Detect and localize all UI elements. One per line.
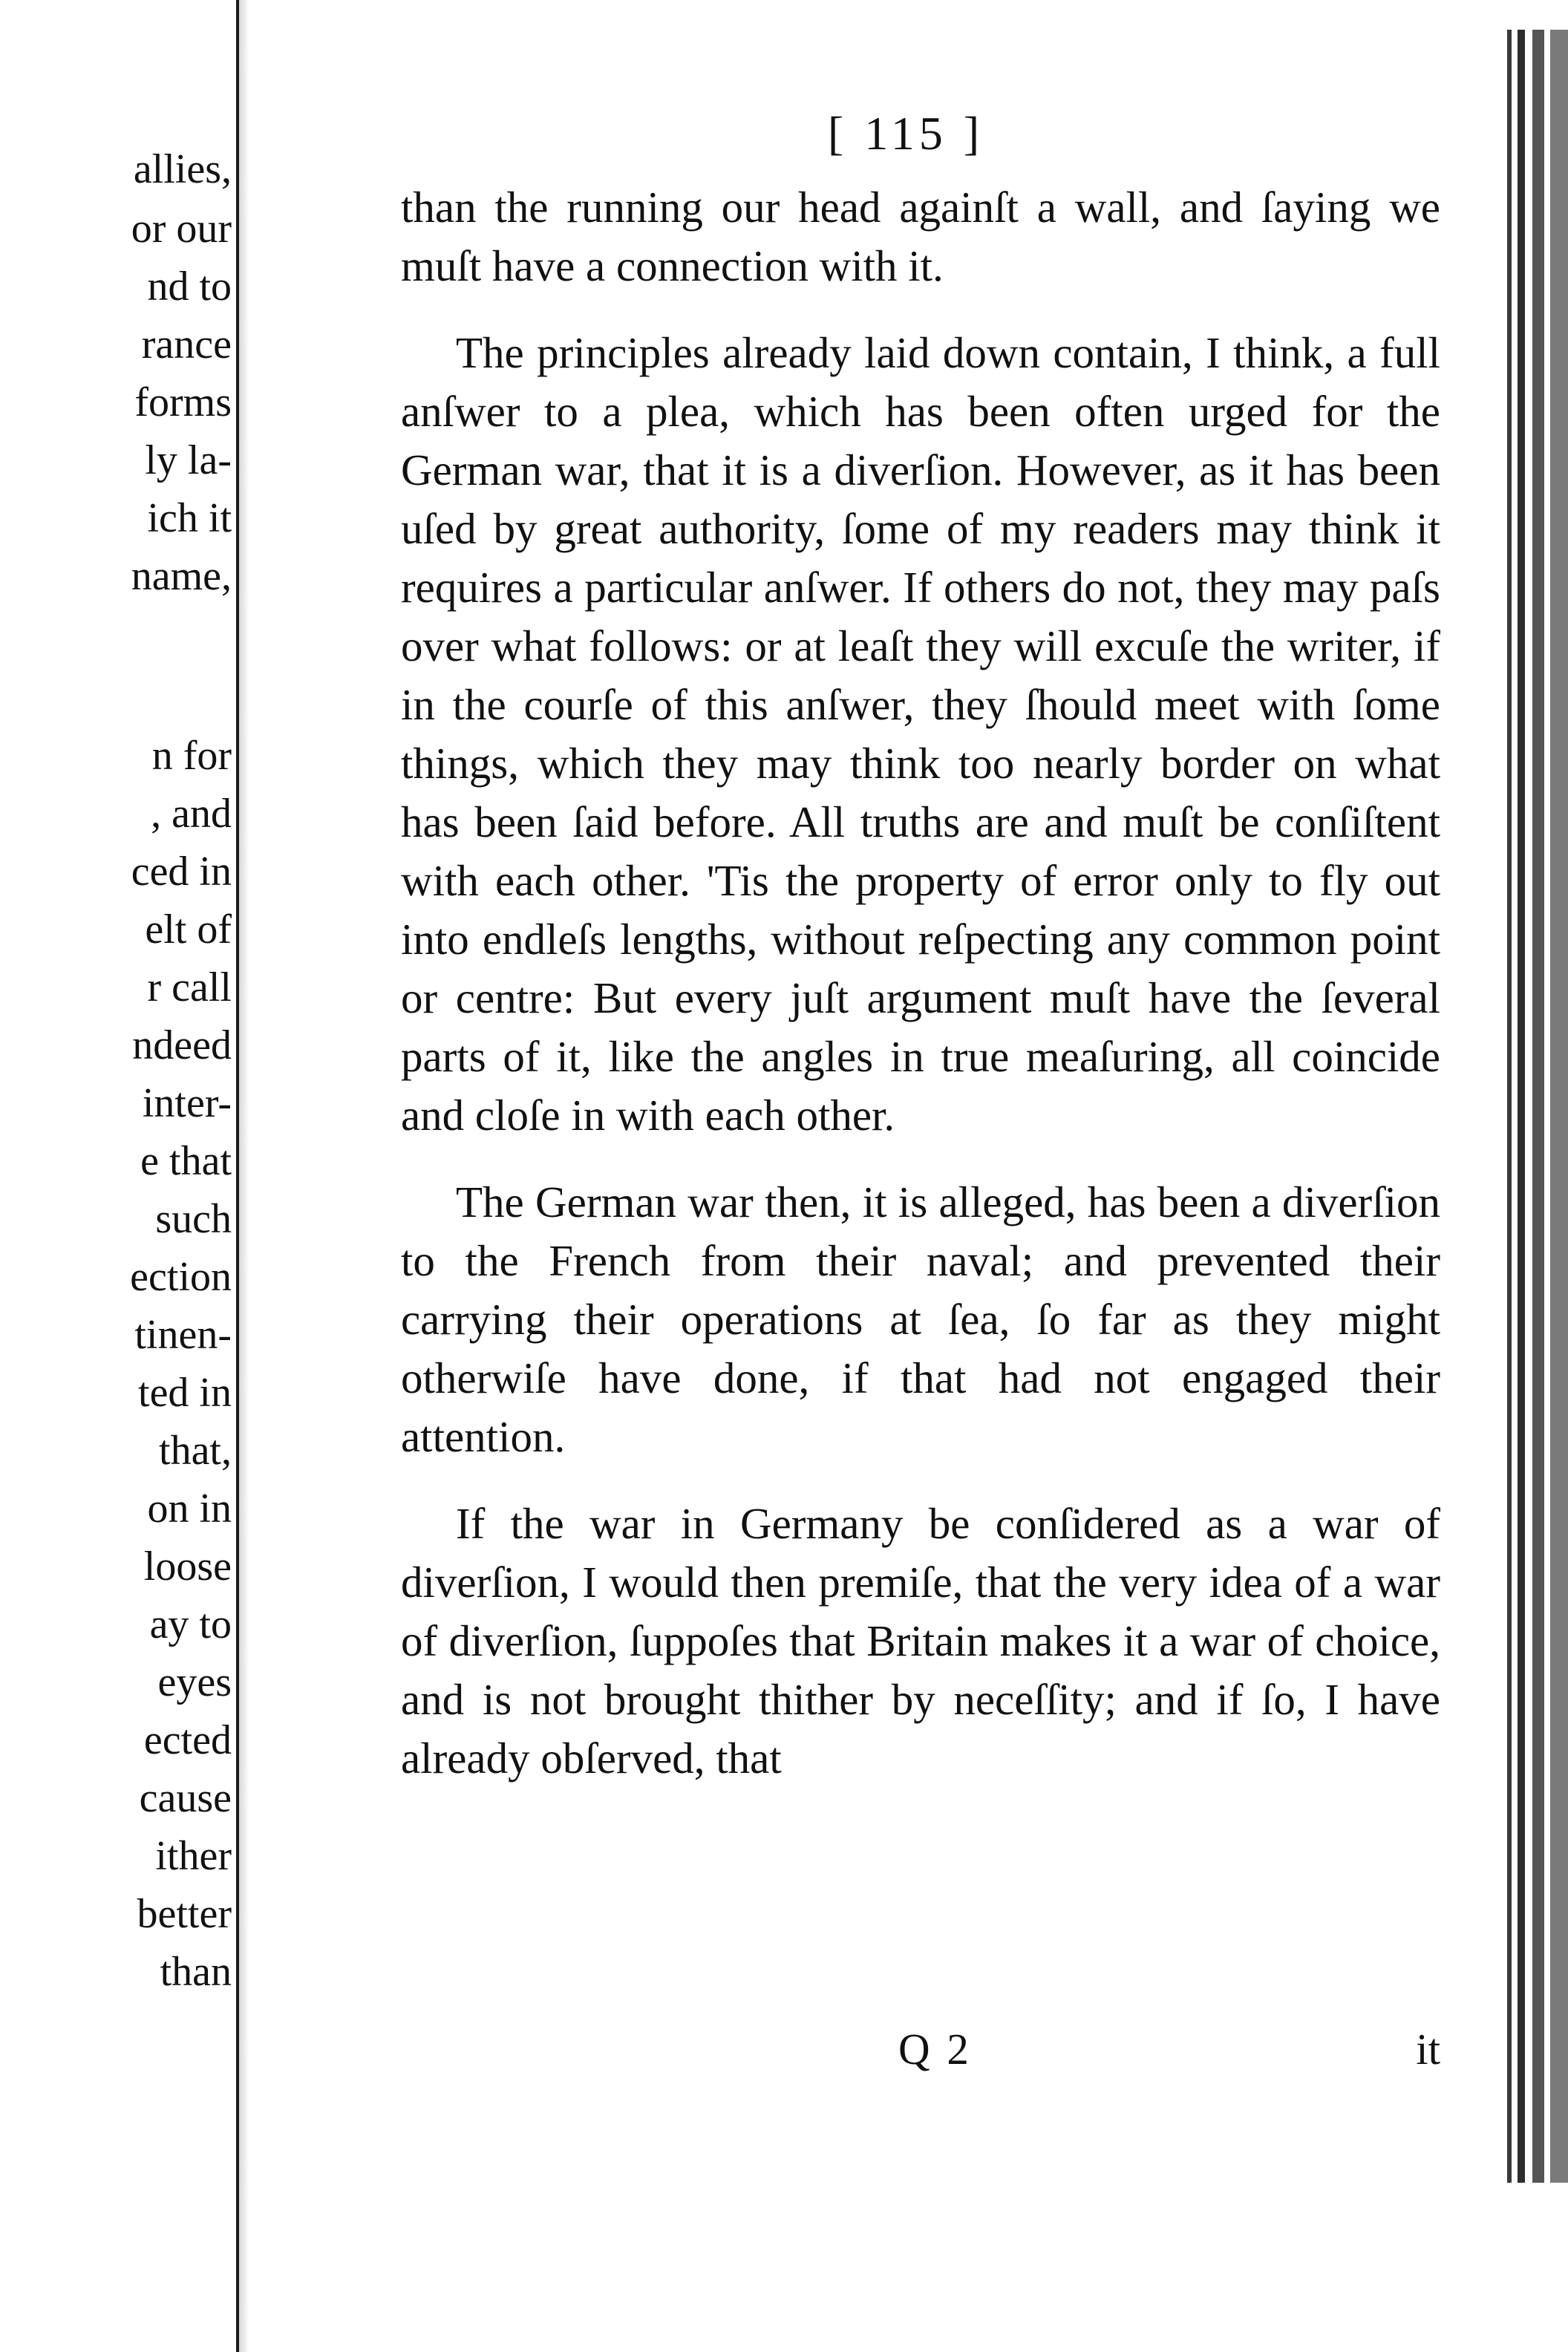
facing-page-line: that, (159, 1428, 232, 1474)
signature-mark: Q 2 (898, 2025, 972, 2074)
page-edge-strip (1518, 30, 1525, 2183)
paragraph: The principles already laid down contain, I think, a full anſwer to a plea, which has been often urged for the German war, that it is a diverſion. However, as it has been uſed by great authority, ſome of my readers may think it requires a particular anſwer. If others do not, they may paſs over what follows: or at leaſt they will excuſe the writer, if in the courſe of this anſwer, they ſhould meet with ſome things, which they may think too nearly border on what has been ſaid before. All truths are and muſt be conſiſtent with each other. 'Tis the property of error only to fly out into endleſs lengths, without reſpecting any common point or centre: But every juſt argument muſt have the ſeveral parts of it, like the angles in true meaſuring, all coincide and cloſe in with each other. (401, 328, 1440, 1140)
paragraph: than the running our head againſt a wall, and ſaying we muſt have a connection with it. (401, 183, 1440, 290)
page-footer (401, 2019, 1440, 2079)
facing-page-line: or our (131, 206, 232, 252)
facing-page-line: ay to (149, 1601, 232, 1647)
facing-page-line: ither (155, 1833, 232, 1879)
facing-page-line: ection (130, 1254, 232, 1300)
facing-page-line: eyes (157, 1659, 232, 1705)
facing-page-line: ndeed (132, 1022, 232, 1068)
paragraph: The German war then, it is alleged, has been a diverſion to the French from their naval; and prevented their carrying their operations at ſea, ſo far as they might otherwiſe have done, if that had not engaged their attention. (401, 1177, 1440, 1461)
facing-page-line: nd to (147, 264, 232, 310)
facing-page-line: ected (143, 1717, 232, 1763)
facing-page-line: ced in (131, 849, 232, 895)
facing-page-line: tinen- (134, 1312, 232, 1358)
page-body (401, 178, 1440, 1788)
facing-page-line: elt of (145, 906, 232, 953)
facing-page-line: n for (151, 733, 232, 779)
page-edge-strip (1507, 30, 1512, 2183)
page-fold-shadow (239, 0, 249, 2352)
facing-page-line: loose (143, 1544, 232, 1590)
facing-page-fragments (0, 148, 232, 2079)
facing-page-line: inter- (142, 1080, 232, 1126)
facing-page-line: , and (151, 791, 232, 837)
facing-page-line: name, (131, 553, 232, 599)
facing-page-line: better (137, 1891, 232, 1937)
facing-page-line: allies, (133, 146, 232, 192)
facing-page-line: e that (140, 1138, 232, 1184)
page-number-header: [ 115 ] (827, 107, 984, 160)
facing-page-line: r call (147, 964, 232, 1010)
page-fold (236, 0, 239, 2352)
facing-page-line: ich it (147, 495, 232, 541)
book-edge-pages (1507, 30, 1568, 2183)
facing-page-line: rance (141, 321, 232, 368)
facing-page-line: cause (139, 1775, 232, 1821)
facing-page-line: than (160, 1949, 232, 1995)
page-edge-strip (1550, 30, 1568, 2183)
page-edge-strip (1532, 30, 1544, 2183)
facing-page-line: ly la- (145, 437, 232, 483)
facing-page-line: forms (134, 379, 232, 425)
facing-page-line: such (155, 1196, 232, 1242)
catchword: it (1416, 2025, 1440, 2074)
paragraph: If the war in Germany be conſidered as a war of diverſion, I would then premiſe, that the very idea of a war of diverſion, ſuppoſes that Britain makes it a war of choice, and is not brought thither by neceſſity; and if ſo, I have already obſerved, that (401, 1499, 1440, 1783)
facing-page-line: ted in (138, 1370, 232, 1416)
facing-page-line: on in (147, 1486, 232, 1532)
